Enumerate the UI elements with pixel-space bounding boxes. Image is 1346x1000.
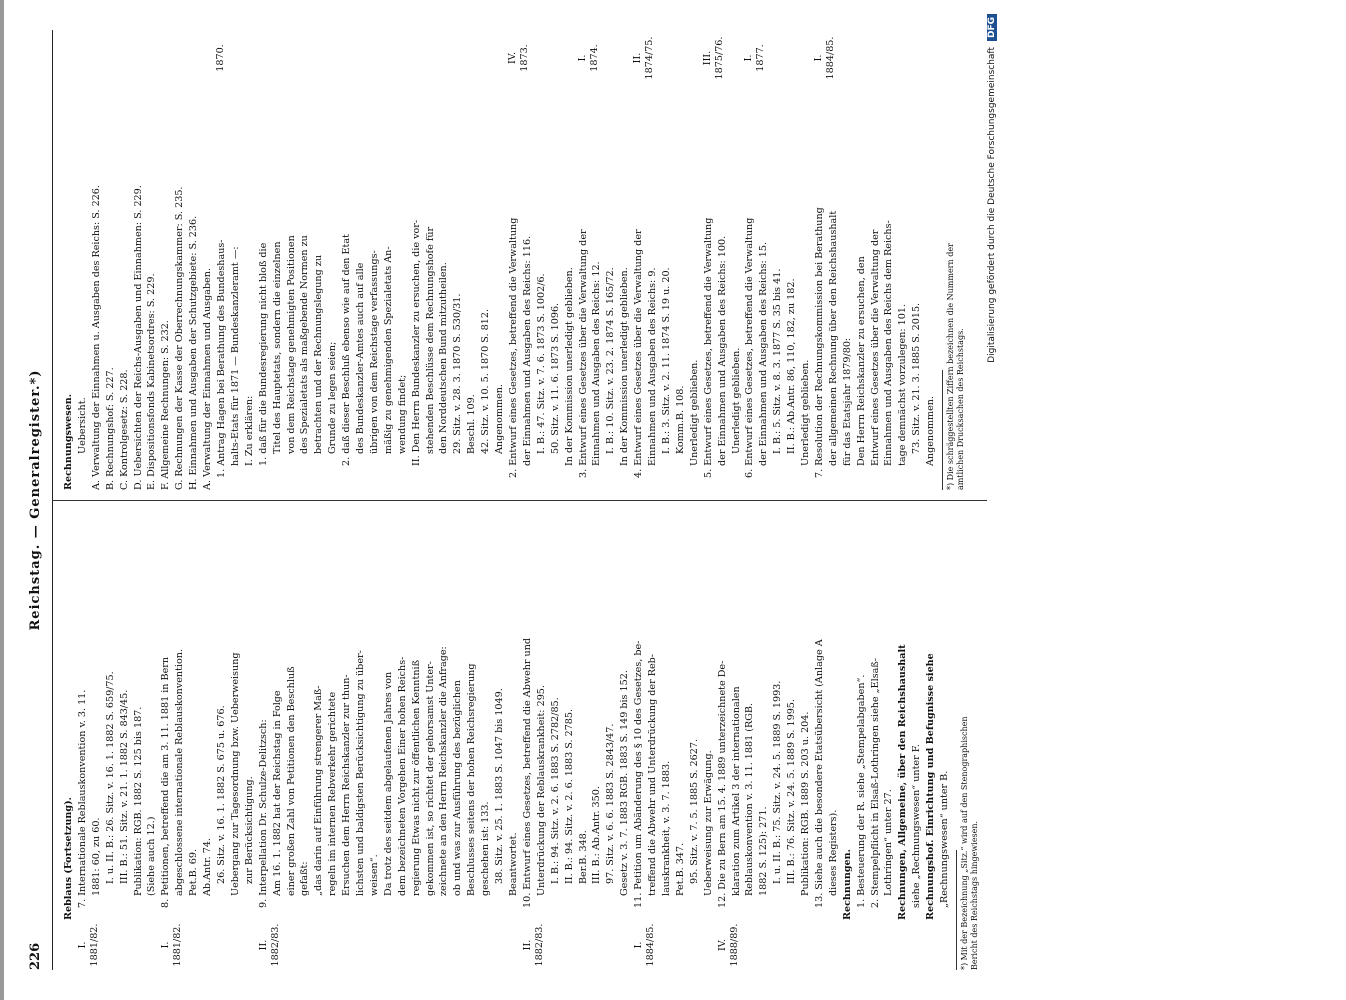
entry-line: Unerledigt geblieben. [800, 359, 812, 466]
entry-line: I. u. II. B.: 26. Sitz. v. 16. 1. 1882 S. 659/75. [104, 671, 116, 884]
session-label: IV. 1873. [507, 44, 530, 72]
register-entry [716, 510, 841, 970]
entry-line: I. u. II. B.: 75. Sitz. v. 24. 5. 1889 S. 1993. [772, 680, 784, 884]
session-label: I. 1884/85. [812, 36, 836, 80]
entry-line: III. B.: 51. Sitz. v. 21. 1. 1882 S. 843/45. [118, 689, 130, 884]
entry-line-wrap [688, 28, 702, 490]
entry-line-wrap [924, 28, 938, 490]
session-label: I. 1874. [576, 44, 600, 72]
entry-line: Unerledigt geblieben. [688, 359, 700, 466]
session-label: IV. 1888/89. [716, 923, 740, 967]
entry-line: des Spezialetats als maßgebende Normen zu [299, 235, 311, 454]
entry-line: von dem Reichstage genehmigten Positionen [285, 235, 297, 454]
entry-line: Ueberweisung zur Erwägung. [702, 750, 714, 896]
entry-line: 1. Besteuerung der R. siehe „Stempelabgaben“. [855, 674, 867, 908]
session-label: I. 1877. [743, 44, 767, 72]
entry-line: 2. Stempelpflicht in Elsaß-Lothringen siehe „Elsaß- [869, 658, 881, 908]
entry-line: gefaßt: [299, 861, 311, 896]
entry-line-wrap [785, 28, 799, 490]
entry-line: 2. daß dieser Beschluß ebenso wie auf den Etat [341, 234, 353, 466]
entry-line: Ab.Antr. 74. [202, 838, 214, 896]
entry-line-wrap [479, 28, 493, 490]
scan-edge [0, 0, 4, 1000]
entry-line: Komm.B. 108. [674, 385, 686, 454]
entry-line: abgeschlossene internationale Reblauskonvention. [174, 649, 186, 896]
entry-line: 4. Entwurf eines Gesetzes über die Verwaltung der [633, 229, 645, 478]
entry-line: Gesetz v. 3. 7. 1883 RGB. 1883 S. 149 bis 152. [619, 670, 631, 896]
entry-line: siehe „Rechnungswesen“ unter F. [911, 744, 923, 908]
entry-line: für das Etatsjahr 1879/80: [841, 337, 853, 466]
entry-line: Entwurf eines Gesetzes über die Verwaltung der [869, 229, 881, 466]
entry-line-wrap [90, 28, 104, 490]
entry-line: regeln im internen Rebverkehr gerichtete [327, 691, 339, 896]
session-label: II. 1882/83. [257, 923, 281, 967]
entry-line: 6. Entwurf eines Gesetzes, betreffend die Verwaltung [744, 217, 756, 478]
entry-line: A. Verwaltung der Einnahmen und Ausgaben. [202, 267, 214, 490]
entry-line: 12. Die zu Bern am 15. 4. 1889 unterzeichnete De- [716, 660, 728, 908]
session-label: I. 1884/85. [633, 923, 657, 967]
entry-line: In der Kommission unerledigt geblieben. [563, 267, 575, 466]
entry-line-wrap [604, 28, 618, 490]
entry-line: stehenden Beschlüsse dem Rechnungshofe für [424, 226, 436, 454]
entry-line: Beschlusses seitens der hohen Reichsregierung [466, 663, 478, 896]
register-entry [76, 510, 159, 970]
entry-line: Unterdrückung der Reblauskrankheit: 295. [535, 685, 547, 896]
entry-line: (Siehe auch 12.) [146, 816, 158, 896]
entry-line: treffend die Abwehr und Unterdrückung der Reb- [647, 653, 659, 896]
entry-line: 3. Entwurf eines Gesetzes über die Verwaltung der [577, 229, 589, 478]
entry-line: der Einnahmen und Ausgaben des Reichs: 116. [521, 235, 533, 466]
entry-line-wrap [118, 28, 132, 490]
entry-line-wrap [354, 28, 368, 490]
entry-line: 7. Internationale Reblauskonvention v. 3. 11. [76, 689, 88, 908]
entry-line-wrap [340, 28, 354, 490]
entry-line: I. B.: 94. Sitz. v. 2. 6. 1883 S. 2782/85. [549, 697, 561, 884]
entry-line: ob und was zur Ausführung des bezüglichen [452, 680, 464, 896]
entry-line-wrap [312, 28, 326, 490]
session-label [62, 920, 76, 970]
entry-line: Pet.B. 69. [188, 848, 200, 896]
entry-line-wrap [285, 28, 299, 490]
entry-line-wrap [410, 28, 424, 490]
entry-line: F. Allgemeine Rechnungen: S. 232. [160, 320, 172, 490]
entry-line-wrap [882, 28, 896, 490]
entry-line-wrap [563, 28, 577, 490]
entry-line: II. Den Herrn Bundeskanzler zu ersuchen, die vor- [410, 219, 422, 466]
entry-line: des Bundeskanzler-Amtes auch auf alle [355, 262, 367, 454]
footnote-line: *) Die schräggestellten Ziffern bezeichnen die Nummern der [946, 243, 956, 490]
dfg-credit [987, 0, 1001, 1000]
entry-line-wrap [62, 28, 76, 490]
entry-line-wrap [535, 28, 549, 490]
entry-line: der allgemeinen Rechnung über den Reichshaushalt [827, 210, 839, 466]
entry-line-wrap [215, 28, 229, 490]
entry-line: 50. Sitz. v. 11. 6. 1873 S. 1096. [549, 302, 561, 454]
entry-line: 42. Sitz. v. 10. 5. 1870 S. 812. [480, 308, 492, 454]
entry-line: weisen“. [368, 854, 380, 896]
entry-line: tage demnächst vorzulegen: 101. [897, 303, 909, 466]
entry-line-wrap [298, 28, 312, 490]
entry-line: „Rechnungswesen“ unter B. [939, 770, 951, 908]
entry-line: Rechnungswesen. [63, 393, 74, 490]
footnote-line: Bericht des Reichstags hingewiesen. [970, 820, 979, 970]
page-header [28, 30, 50, 970]
entry-line-wrap [855, 28, 869, 490]
entry-line: Am 16. 1. 1882 hat der Reichstag in Folge [271, 690, 283, 896]
entry-line: 38. Sitz. v. 25. 1. 1883 S. 1047 bis 1049. [494, 688, 506, 884]
entry-line: G. Rechnungen der Kasse der Oberrechnungskammer: S. 235. [174, 186, 186, 490]
entry-line: Publikation: RGB. 1889 S. 203 u. 204. [800, 711, 812, 896]
entry-line: geschehen ist: 133. [480, 801, 492, 896]
entry-line-wrap [76, 28, 90, 490]
entry-line: Beschl. 109. [466, 394, 478, 454]
register-entry [159, 510, 256, 970]
right-column [62, 28, 966, 490]
entry-line: 7. Resolution der Rechnungskommission bei Berathung [813, 207, 825, 478]
entry-line-wrap [451, 28, 465, 490]
entry-line: 11. Petition um Abänderung des § 10 des Gesetzes, be- [633, 640, 645, 908]
entry-line: II. B.: Ab.Antr. 86, 110, 182, zu 182. [786, 278, 798, 454]
entry-line: II. B.: 94. Sitz. v. 2. 6. 1883 S. 2785. [563, 708, 575, 884]
entry-line: Titel des Hauptetats, sondern die einzelnen [271, 241, 283, 454]
entry-line-wrap [271, 28, 285, 490]
entry-line-wrap [827, 28, 841, 490]
entry-line: lichsten und baldigsten Berücksichtigung zu über- [355, 650, 367, 896]
entry-line-wrap [326, 28, 340, 490]
entry-line: 73. Sitz. v. 21. 3. 1885 S. 2015. [911, 302, 923, 454]
entry-line: 5. Entwurf eines Gesetzes, betreffend die Verwaltung [702, 217, 714, 478]
entry-line: 1881: 60, zu 60. [90, 817, 102, 896]
entry-line-wrap [368, 28, 382, 490]
entry-line-wrap [159, 28, 173, 490]
entry-line-wrap [187, 28, 201, 490]
entry-line: 9. Interpellation Dr. Schulze-Delitzsch: [257, 719, 269, 908]
entry-line: A. Verwaltung der Einnahmen u. Ausgaben des Reichs: S. 226. [90, 185, 102, 490]
entry-line: klaration zum Artikel 3 der internationalen [730, 686, 742, 896]
entry-line: I. B.: 5. Sitz. v. 8. 3. 1877 S. 35 bis 41. [772, 268, 784, 454]
session-label: II. 1882/83. [521, 923, 545, 967]
entry-line: zur Berücksichtigung. [243, 776, 255, 884]
entry-line: B. Rechnungshof: S. 227. [104, 367, 116, 490]
entry-line: 1. Antrag Hagen bei Berathung des Bundeshaus- [215, 239, 227, 478]
entry-line-wrap [730, 28, 744, 490]
entry-line: E. Dispositionsfonds Kabinetsordres: S. 229. [146, 273, 158, 490]
register-entry [632, 510, 715, 970]
entry-line-wrap [896, 28, 910, 490]
entry-line-wrap [646, 28, 660, 490]
entry-line: betrachten und der Rechnungslegung zu [313, 254, 325, 454]
entry-line-wrap [716, 28, 730, 490]
entry-line: III. B.: Ab.Antr. 350. [591, 786, 603, 884]
entry-line: I. Zu erklären: [243, 395, 255, 466]
entry-line: einer großen Zahl von Petitionen den Beschluß [285, 666, 297, 896]
entry-line-wrap [132, 28, 146, 490]
session-label: 1870. [214, 44, 226, 72]
entry-line: Publikation: RGB. 1882 S. 125 bis 187. [132, 706, 144, 896]
entry-line: In der Kommission unerledigt geblieben. [619, 267, 631, 466]
entry-line-wrap [910, 28, 924, 490]
entry-line: D. Uebersichten der Reichs-Ausgaben und Einnahmen: S. 229. [132, 185, 144, 490]
entry-line: H. Einnahmen und Ausgaben der Schutzgebiete: S. 236. [188, 215, 200, 490]
entry-line: 2. Entwurf eines Gesetzes, betreffend die Verwaltung [508, 217, 519, 478]
entry-line: Einnahmen und Ausgaben des Reichs: 12. [591, 261, 603, 466]
entry-line: Rechnungshof. Einrichtung und Befugnisse siehe [925, 653, 937, 920]
entry-line: I. B.: 3. Sitz. v. 2. 11. 1874 S. 19 u. 20. [660, 267, 672, 454]
entry-line-wrap [674, 28, 688, 490]
register-entry [521, 510, 632, 970]
entry-line: I. B.: 47. Sitz. v. 7. 6. 1873 S. 1002/6. [535, 273, 547, 454]
entry-line-wrap [229, 28, 243, 490]
footnote-rule [956, 850, 957, 970]
entry-line: dieses Registers). [827, 809, 839, 896]
entry-line: Rechnungen, Allgemeine, über den Reichshaushalt [897, 644, 909, 920]
entry-line: dem bezeichneten Vorgehen Einer hohen Reichs- [396, 656, 408, 896]
entry-line: Einnahmen und Ausgaben des Reichs: 9. [647, 267, 659, 466]
entry-line: 26. Sitz. v. 16. 1. 1882 S. 675 u. 676. [215, 705, 227, 884]
entry-line: Reblauskonvention v. 3. 11. 1881 (RGB. [744, 703, 756, 896]
entry-line: 95. Sitz. v. 7. 5. 1885 S. 2627. [688, 738, 700, 884]
entry-line: Lothringen“ unter 27. [883, 789, 895, 896]
entry-line: wendung findet; [396, 374, 408, 454]
entry-line: 29. Sitz. v. 28. 3. 1870 S. 530/31. [452, 293, 464, 454]
entry-line-wrap [104, 28, 118, 490]
entry-line-wrap [382, 28, 396, 490]
entry-line: I. B.: 10. Sitz. v. 23. 2. 1874 S. 165/72. [605, 267, 617, 454]
left-column [62, 510, 980, 970]
entry-line: Ber.B. 348. [577, 830, 589, 884]
entry-line: Ersuchen dem Herrn Reichskanzler zur thun- [341, 674, 353, 896]
entry-line-wrap [465, 28, 479, 490]
entry-line-wrap [145, 28, 159, 490]
entry-line-wrap [173, 28, 187, 490]
entry-line: III. B.: 76. Sitz. v. 24. 5. 1889 S. 1995. [786, 699, 798, 884]
entry-line: gekommen ist, so richtet der gehorsamst Unter- [424, 661, 436, 896]
dfg-note: Digitalisierung gefördert durch die Deutsche Forschungsgemeinschaft [987, 47, 997, 363]
entry-line-wrap [493, 28, 507, 490]
page-number: 226 [28, 942, 43, 970]
entry-line: übrigen von dem Reichstage verfassungs- [368, 250, 380, 454]
entry-line-wrap [424, 28, 438, 490]
entry-line: „das darin auf Einführung strengerer Maß- [313, 685, 325, 896]
entry-line-wrap [757, 28, 771, 490]
entry-line: 1882 S. 125): 271. [758, 806, 770, 896]
entry-line: Da trotz des seitdem abgelaufenen Jahres von [382, 671, 394, 896]
register-entry [841, 510, 952, 970]
entry-line: Uebergang zur Tagesordnung bzw. Ueberweisung [229, 652, 241, 896]
column-separator [52, 500, 987, 501]
entry-line-wrap [257, 28, 271, 490]
entry-line-wrap [243, 28, 257, 490]
entry-line: Beantwortet. [508, 832, 519, 896]
entry-line: regierung Etwas nicht zur öffentlichen Kenntniß [410, 660, 422, 896]
footnote-line: *) Mit der Bezeichnung „Sitz.“ wird auf den Stenographischen [960, 716, 969, 970]
entry-line: mäßig zu genehmigenden Spezialetats An- [382, 246, 394, 454]
entry-line-wrap [771, 28, 785, 490]
session-label: III. 1875/76. [701, 36, 725, 80]
entry-line: der Einnahmen und Ausgaben des Reichs: 15. [758, 241, 770, 466]
entry-line: 13. Siehe auch die besondere Etatsübersicht (Anlage A [813, 639, 825, 908]
entry-line: den Norddeutschen Bund mitzutheilen. [438, 262, 450, 454]
session-label: I. 1881/82. [160, 923, 184, 967]
entry-line-wrap [869, 28, 883, 490]
entry-line: Unerledigt geblieben. [730, 347, 742, 454]
dfg-logo: DFG [987, 14, 997, 41]
session-label: II. 1874/75. [632, 36, 656, 80]
entry-line: lauskrankheit, v. 3. 7. 1883. [660, 760, 672, 896]
entry-line: Reblaus (Fortsetzung). [63, 797, 74, 920]
entry-line: Pet.B. 347. [674, 842, 686, 896]
entry-line: Einnahmen und Ausgaben des Reichs dem Reichs- [883, 220, 895, 466]
entry-line: Rechnungen. [841, 849, 853, 920]
entry-line: 8. Petitionen, betreffend die am 3. 11. 1881 in Bern [160, 656, 172, 908]
register-entry [257, 510, 521, 970]
entry-line: Angenommen. [925, 396, 937, 466]
entry-line: C. Kontrolgesetz: S. 228. [118, 369, 130, 490]
entry-line-wrap [549, 28, 563, 490]
page-title: Reichstag. — Generalregister.*) [28, 369, 43, 631]
entry-line-wrap [618, 28, 632, 490]
entry-line-wrap [521, 28, 535, 490]
entry-line-wrap [201, 28, 215, 490]
entry-line-wrap [590, 28, 604, 490]
entry-line-wrap [660, 28, 674, 490]
entry-line: 97. Sitz. v. 6. 6. 1883 S. 2843/47. [605, 723, 617, 884]
entry-line: halts-Etats für 1871 — Bundeskanzleramt —: [229, 246, 241, 466]
entry-line-wrap [437, 28, 451, 490]
session-label [841, 920, 952, 970]
entry-line-wrap [396, 28, 410, 490]
entry-line-wrap [841, 28, 855, 490]
entry-line-wrap [799, 28, 813, 490]
entry-line: Angenommen. [494, 384, 506, 454]
entry-line: der Einnahmen und Ausgaben des Reichs: 100. [716, 235, 728, 466]
register-entry [62, 510, 76, 970]
entry-line: 10. Entwurf eines Gesetzes, betreffend die Abwehr und [521, 637, 533, 908]
footnote-line: amtlichen Drucksachen des Reichstags. [956, 328, 966, 490]
entry-line: zeichnete an den Herrn Reichskanzler die Anfrage: [438, 646, 450, 896]
entry-line: Uebersicht. [76, 397, 88, 454]
footnote-rule [942, 370, 943, 490]
entry-line: Grunde zu legen seien; [327, 341, 339, 454]
session-label: I. 1881/82. [76, 923, 100, 967]
entry-line: Den Herrn Reichskanzler zu ersuchen, den [855, 256, 867, 466]
entry-line: 1. daß für die Bundesregierung nicht bloß die [257, 242, 269, 466]
